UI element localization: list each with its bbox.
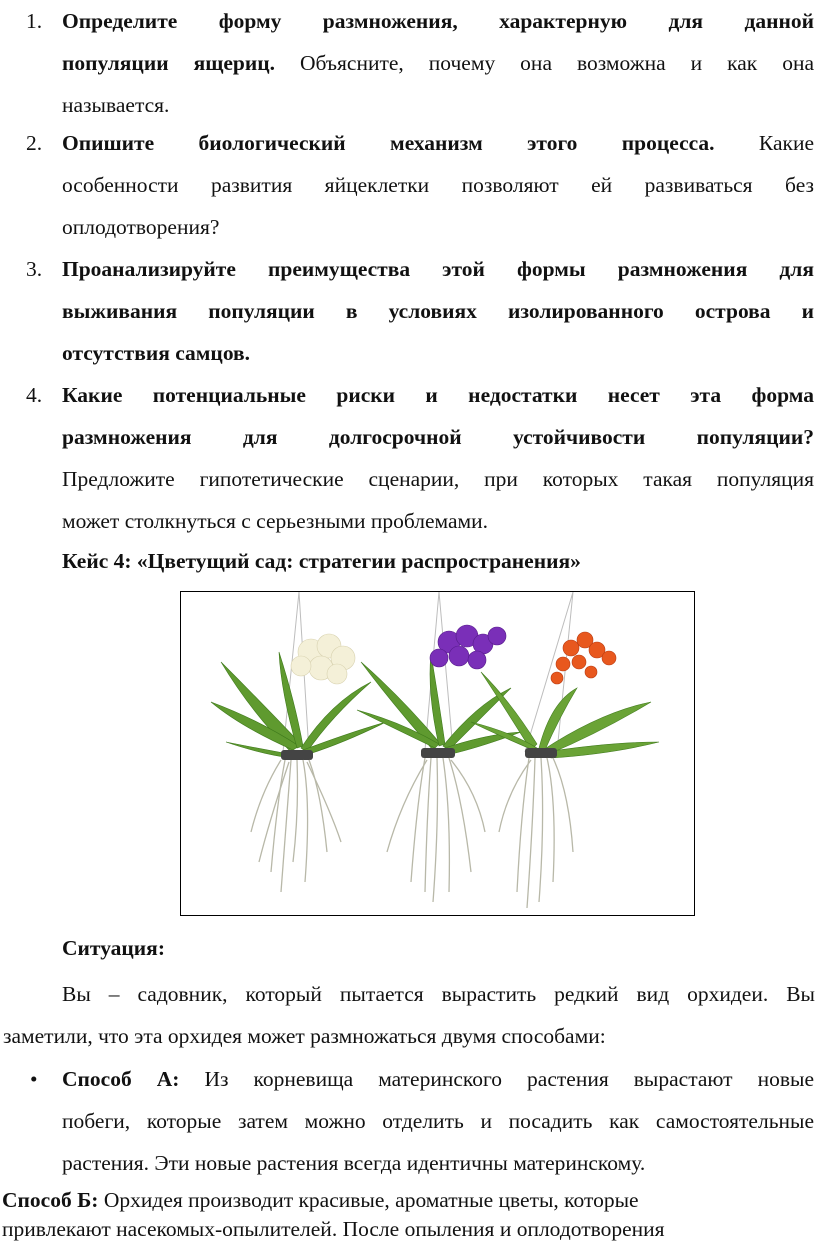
orchids-photo [180,591,695,916]
question-text: Объясните, почему она возможна и как она [275,51,814,75]
case-title: Кейс 4: «Цветущий сад: стратегии распространения» [62,549,581,573]
question-number: 1. [26,9,43,33]
question-bold-text: Определите форму размножения, характерную для данной [62,9,814,33]
method-a-text: побеги, которые затем можно отделить и посадить как самостоятельные [62,1109,814,1133]
question-text: называется. [62,93,170,117]
question-text: Какие [714,131,814,155]
pot-basket [281,750,313,760]
situation-text: Вы – садовник, который пытается вырастить редкий вид орхидеи. Вы [62,982,815,1006]
pot-basket [421,748,455,758]
question-bold-text: размножения для долгосрочной устойчивости популяции? [62,425,814,449]
orchids-illustration [181,592,693,914]
question-number: 3. [26,257,43,281]
question-bold-text: Опишите биологический механизм этого процесса. [62,131,715,155]
situation-label: Ситуация: [62,936,165,960]
method-b-label: Способ Б: [2,1188,99,1212]
question-text: оплодотворения? [62,215,220,239]
question-bold-text: популяции ящериц. [62,51,276,75]
bullet-marker: • [30,1067,38,1091]
method-a-label: Способ А: [62,1067,180,1091]
orchid-white [211,634,386,892]
method-b-text: привлекают насекомых-опылителей. После опыления и оплодотворения [2,1217,665,1241]
question-text: может столкнуться с серьезными проблемами. [62,509,488,533]
question-bold-text: отсутствия самцов. [62,341,251,365]
question-4 [26,374,814,542]
situation-text: заметили, что эта орхидея может размножаться двумя способами: [3,1024,606,1048]
question-number: 4. [26,383,43,407]
question-3 [26,248,814,374]
method-b-text: Орхидея производит красивые, ароматные цветы, которые [98,1188,639,1212]
method-a-item [30,1058,814,1184]
question-number: 2. [26,131,43,155]
question-bold-text: Какие потенциальные риски и недостатки несет эта форма [62,383,814,407]
question-bold-text: Проанализируйте преимущества этой формы размножения для [62,257,814,281]
question-text: особенности развития яйцеклетки позволяют ей развиваться без [62,173,814,197]
method-b-paragraph [2,1186,814,1244]
question-1 [26,0,814,126]
orchid-purple [357,625,521,902]
question-text: Предложите гипотетические сценарии, при которых такая популяция [62,467,814,491]
question-2 [26,122,814,248]
situation-paragraph [3,973,815,1057]
question-bold-text: выживания популяции в условиях изолированного острова и [62,299,814,323]
method-a-text: Из корневища материнского растения вырастают новые [179,1067,814,1091]
method-a-text: растения. Эти новые растения всегда идентичны материнскому. [62,1151,646,1175]
pot-basket [525,748,557,758]
